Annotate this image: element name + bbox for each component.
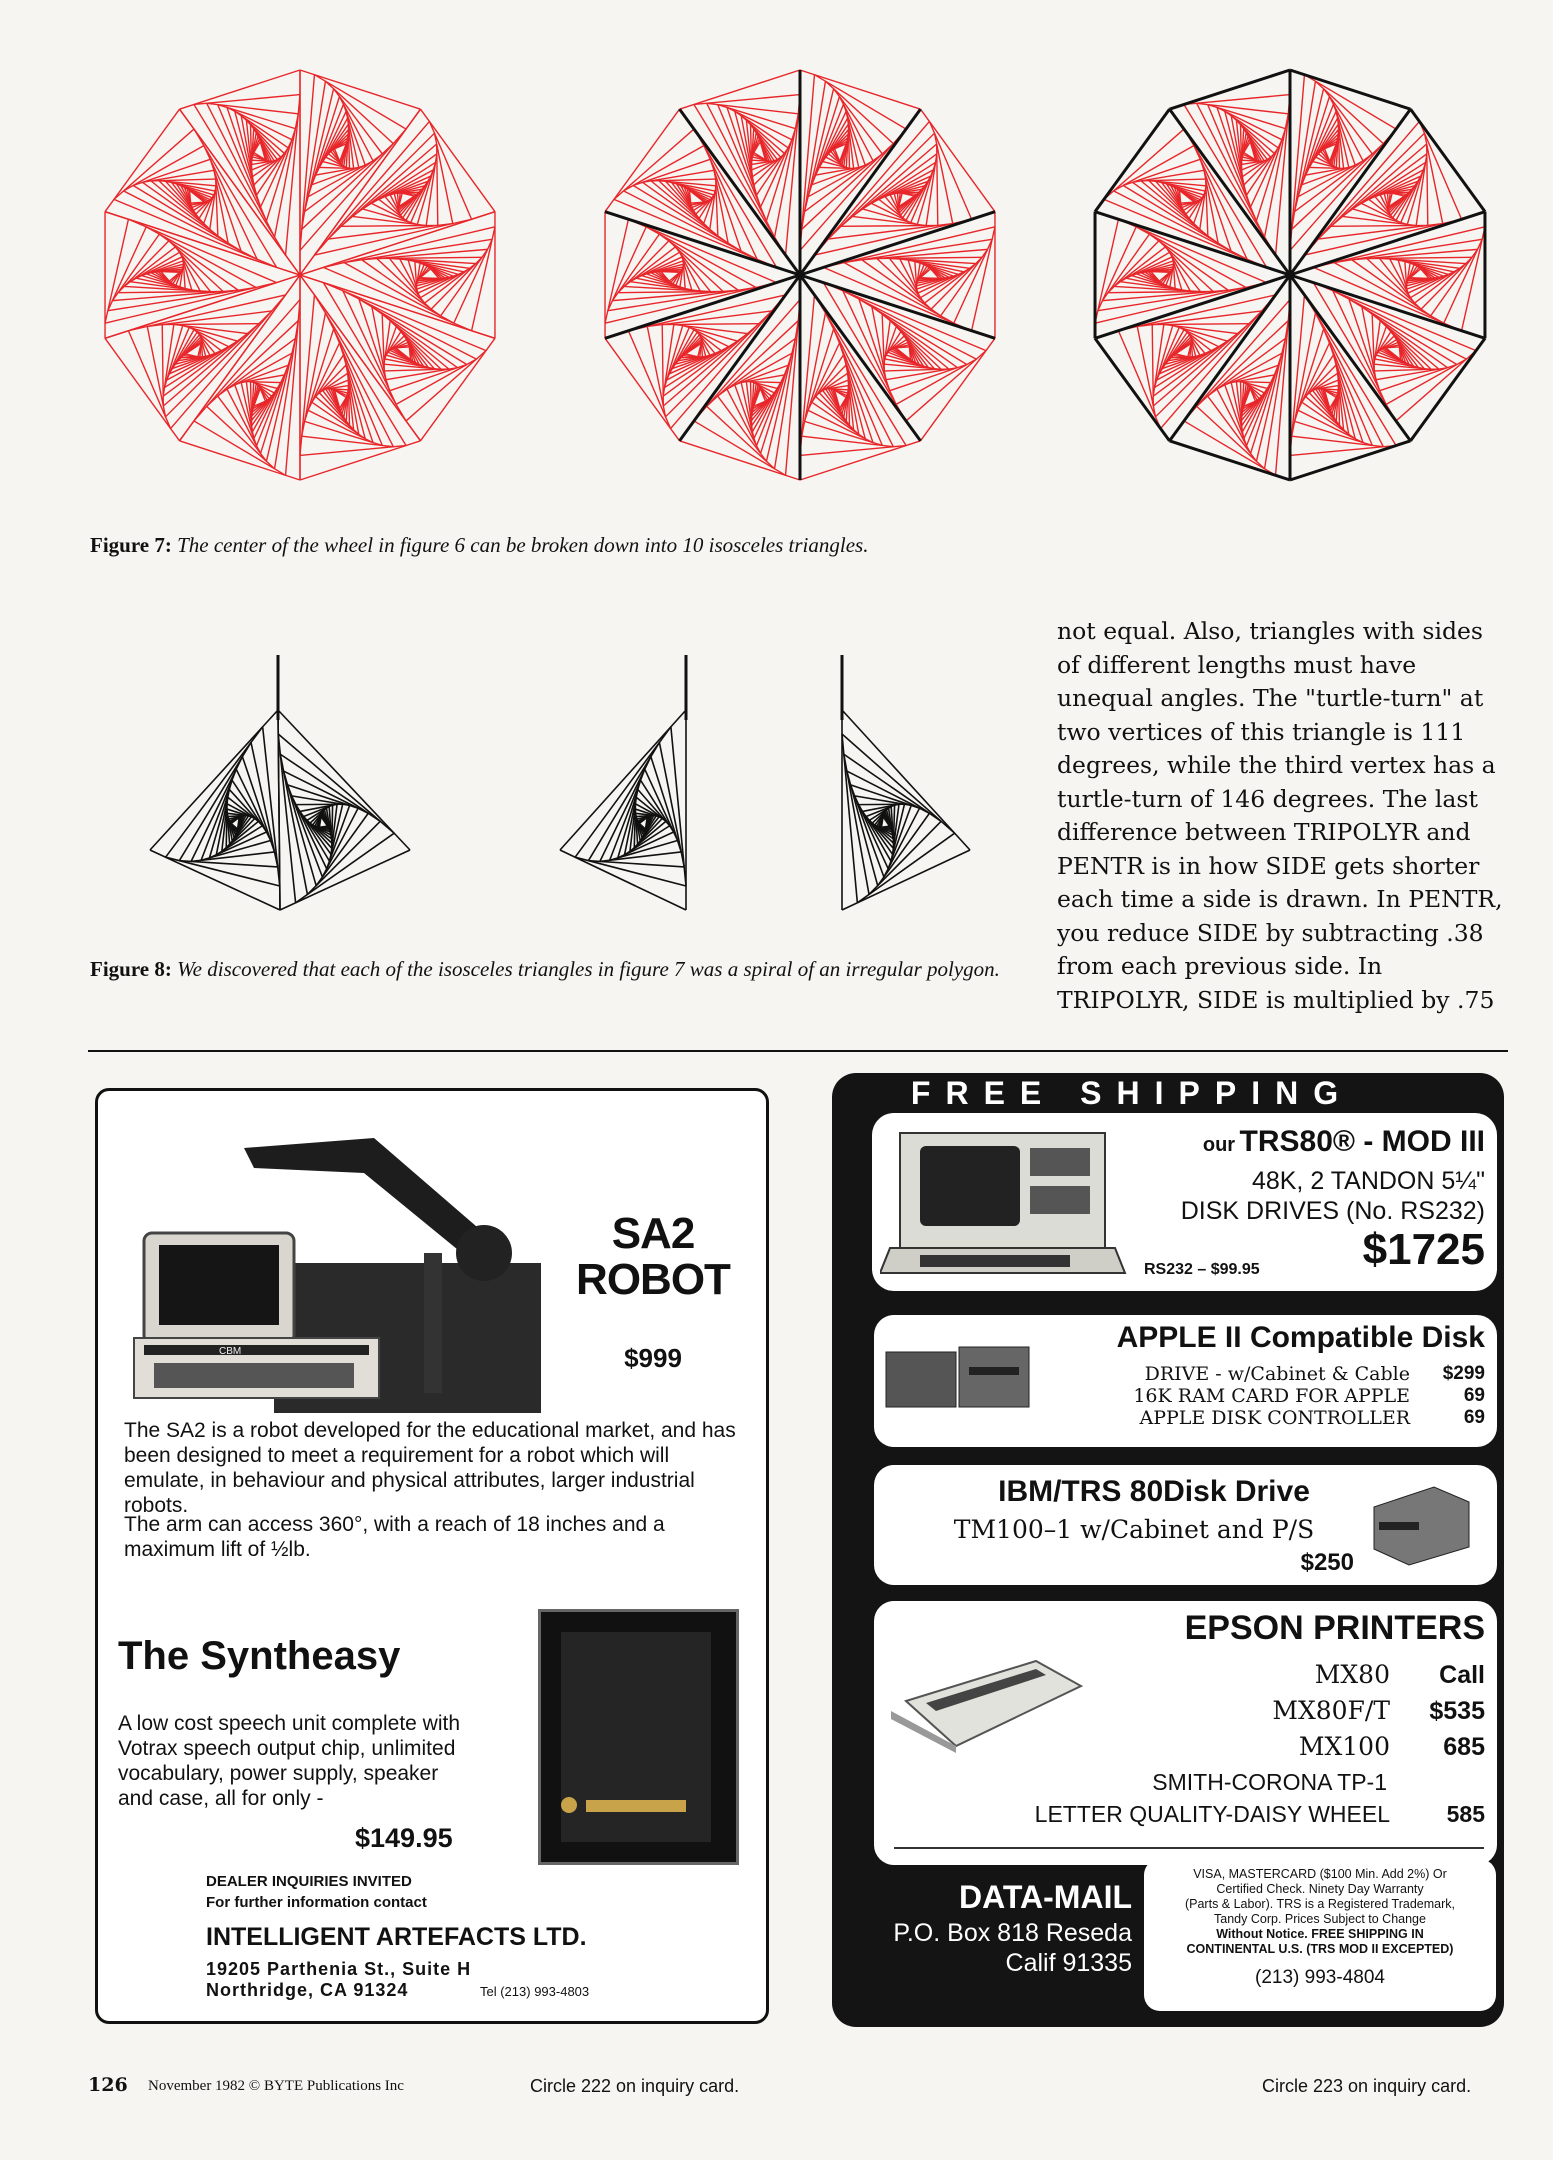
smith-corona-row xyxy=(974,1801,1485,1828)
apple-item-price: 69 xyxy=(1463,1385,1485,1406)
spiral-stroke xyxy=(300,441,420,480)
article-line: you reduce SIDE by subtracting .38 xyxy=(1057,918,1484,947)
trs80-heading xyxy=(1132,1125,1485,1159)
trs80-spec-2: DISK DRIVES (No. RS232) xyxy=(1180,1197,1485,1225)
article-line: difference between TRIPOLYR and xyxy=(1057,818,1471,846)
spiral-stroke xyxy=(661,272,680,273)
spiral-stroke xyxy=(680,441,800,480)
spiral-stroke xyxy=(300,70,420,109)
polygon-edge xyxy=(1170,70,1290,109)
circle-222: Circle 222 on inquiry card. xyxy=(530,2076,740,2096)
apple-box xyxy=(874,1315,1497,1447)
ibm-drive-art xyxy=(1364,1477,1474,1567)
spiral-stroke xyxy=(191,202,205,203)
robot-title xyxy=(568,1211,738,1303)
epson-price: Call xyxy=(1439,1661,1485,1689)
article-line: not equal. Also, triangles with sides xyxy=(1057,617,1483,645)
robot-photo xyxy=(124,1113,541,1413)
company-address-2: Northridge, CA 91324 xyxy=(206,1980,409,2000)
datamail-address-2: Calif 91335 xyxy=(1005,1949,1132,1977)
spiral-stroke xyxy=(319,826,327,827)
trs80-box xyxy=(872,1113,1497,1291)
terms-line: Certified Check. Ninety Day Warranty xyxy=(1216,1882,1424,1896)
polygon-edge xyxy=(1290,441,1410,480)
spiral-stroke xyxy=(896,347,910,348)
article-line: TRIPOLYR, SIDE is multiplied by .75 xyxy=(1057,985,1495,1014)
spiral-triangle-2 xyxy=(560,655,686,910)
smith-corona-price: 585 xyxy=(1446,1801,1485,1827)
speech-unit-photo xyxy=(538,1609,739,1865)
epson-model: MX100 xyxy=(1298,1732,1390,1761)
trs80-spec-1: 48K, 2 TANDON 5¼" xyxy=(1251,1167,1485,1195)
datamail-address-1: P.O. Box 818 Reseda xyxy=(893,1919,1132,1947)
spiral-stroke xyxy=(420,278,439,279)
figure8-caption xyxy=(90,954,1030,985)
section-divider xyxy=(88,1050,1508,1052)
robot-title-line1: SA2 xyxy=(611,1209,695,1258)
spiral-stroke xyxy=(920,278,939,279)
spiral-stroke xyxy=(396,347,410,348)
apple-item-price: 69 xyxy=(1463,1407,1485,1428)
trs80-our: our xyxy=(1202,1134,1236,1156)
terms-line: (Parts & Labor). TRS is a Registered Trademark, xyxy=(1184,1897,1455,1911)
speech-title: The Syntheasy xyxy=(118,1634,401,1678)
epson-title: EPSON PRINTERS xyxy=(1184,1609,1485,1647)
figure8-drawings xyxy=(130,640,1030,930)
robot-photo-art xyxy=(124,1113,541,1413)
computer-brand: CBM xyxy=(219,1346,242,1357)
spiral-stroke xyxy=(920,338,994,441)
article-line: each time a side is drawn. In PENTR, xyxy=(1057,885,1503,913)
terms-line: VISA, MASTERCARD ($100 Min. Add 2%) Or xyxy=(1193,1867,1447,1881)
wheel-3 xyxy=(1095,70,1485,480)
terms-box xyxy=(1144,1859,1496,2011)
speech-unit-label xyxy=(586,1800,686,1812)
terms-text xyxy=(1150,1867,1490,1957)
figure7-caption xyxy=(90,530,1190,561)
robot-description: The SA2 is a robot developed for the educational market, and has been designed to meet a requirement for a robot which will emulate, in behaviour and physical attributes, larger industrial robots. xyxy=(124,1419,736,1517)
epson-model: MX80 xyxy=(1314,1660,1390,1689)
terms-line: CONTINENTAL U.S. (TRS MOD II EXCEPTED) xyxy=(1186,1942,1454,1956)
spiral-stroke xyxy=(105,338,179,441)
apple-item-price: $299 xyxy=(1442,1363,1485,1384)
speech-unit-knob xyxy=(561,1797,577,1813)
spiral-stroke xyxy=(605,109,679,212)
spiral-stroke xyxy=(605,338,679,441)
epson-model: MX80F/T xyxy=(1272,1696,1390,1725)
robot-price: $999 xyxy=(624,1343,682,1373)
trs80-price: $1725 xyxy=(1362,1225,1485,1274)
polygon-edge xyxy=(1095,109,1169,212)
apple-drive-art xyxy=(884,1337,1034,1417)
figure7-text: The center of the wheel in figure 6 can be broken down into 10 isosceles triangles. xyxy=(177,533,869,557)
spiral-stroke xyxy=(1181,202,1195,203)
spiral-stroke xyxy=(1386,347,1400,348)
datamail-name: DATA-MAIL xyxy=(959,1879,1132,1915)
article-line: turtle-turn of 146 degrees. The last xyxy=(1057,784,1478,813)
data-mail-ad xyxy=(832,1073,1504,2027)
ibm-box xyxy=(874,1465,1497,1585)
spiral-stroke xyxy=(180,441,300,480)
smith-corona-line1: SMITH-CORONA TP-1 xyxy=(1152,1769,1387,1795)
article-line: unequal angles. The "turtle-turn" at xyxy=(1057,684,1484,712)
robot-title-line2: ROBOT xyxy=(576,1255,730,1304)
article-line: two vertices of this triangle is 111 xyxy=(1057,717,1466,746)
dealer-inquiries: DEALER INQUIRIES INVITED xyxy=(206,1873,412,1890)
terms-line: Tandy Corp. Prices Subject to Change xyxy=(1214,1912,1426,1926)
ibm-price: $250 xyxy=(1300,1549,1354,1576)
spiral-stroke xyxy=(800,441,920,480)
polygon-edge xyxy=(1410,109,1484,212)
spiral-stroke xyxy=(1151,272,1170,273)
free-shipping-banner: FREE SHIPPING xyxy=(910,1075,1354,1111)
trs80-title: TRS80® - MOD III xyxy=(1239,1125,1485,1158)
epson-printer-art xyxy=(886,1641,1086,1771)
wheel-2 xyxy=(605,70,995,480)
page-number: 126 xyxy=(88,2074,128,2096)
ibm-spec: TM100–1 w/Cabinet and P/S xyxy=(953,1515,1315,1544)
company-address-1: 19205 Parthenia St., Suite H xyxy=(206,1959,472,1979)
figure8-text: We discovered that each of the isosceles triangles in figure 7 was a spiral of an irregular polygon. xyxy=(177,957,1000,981)
epson-divider xyxy=(894,1847,1484,1849)
spiral-stroke xyxy=(800,70,920,109)
polygon-edge xyxy=(1290,70,1410,109)
epson-list xyxy=(1114,1657,1485,1765)
spiral-stroke xyxy=(161,272,180,273)
polygon-edge xyxy=(1410,338,1484,441)
epson-box xyxy=(874,1601,1497,1865)
spiral-stroke xyxy=(105,109,179,212)
speech-description: A low cost speech unit complete with Votrax speech output chip, unlimited vocabulary, power supply, speaker and case, all for only - xyxy=(118,1712,461,1810)
spiral-stroke xyxy=(180,70,300,109)
apple-drive-photo xyxy=(884,1337,1034,1417)
epson-price: $535 xyxy=(1429,1697,1485,1725)
terms-line: Without Notice. FREE SHIPPING IN xyxy=(1216,1927,1424,1941)
trs80-art xyxy=(880,1118,1130,1278)
article-line: from each previous side. In xyxy=(1057,952,1383,980)
spiral-triangle-3 xyxy=(842,655,970,910)
spiral-stroke xyxy=(920,109,994,212)
issue-line: November 1982 © BYTE Publications Inc xyxy=(148,2078,404,2094)
smith-corona-line2: LETTER QUALITY-DAISY WHEEL xyxy=(1034,1801,1390,1827)
spiral-stroke xyxy=(881,826,889,827)
circle-223: Circle 223 on inquiry card. xyxy=(1262,2076,1472,2096)
apple-item-name: DRIVE - w/Cabinet & Cable xyxy=(1144,1363,1410,1385)
figure7-label: Figure 7: xyxy=(90,533,172,557)
datamail-phone: (213) 993-4804 xyxy=(1255,1967,1385,1988)
spiral-triangle-1 xyxy=(150,655,410,910)
trs80-rs232: RS232 – $99.95 xyxy=(1144,1261,1260,1278)
spiral-stroke xyxy=(420,109,494,212)
apple-item-name: APPLE DISK CONTROLLER xyxy=(1139,1407,1410,1429)
apple-item xyxy=(1039,1363,1485,1429)
apple-item-name: 16K RAM CARD FOR APPLE xyxy=(1133,1385,1410,1407)
polygon-edge xyxy=(1095,338,1169,441)
figure7-drawings xyxy=(80,50,1520,510)
spiral-stroke xyxy=(680,70,800,109)
trs80-photo xyxy=(880,1118,1130,1278)
epson-price: 685 xyxy=(1443,1733,1485,1761)
article-line: PENTR is in how SIDE gets shorter xyxy=(1057,851,1480,880)
robot-arm-spec: The arm can access 360°, with a reach of 18 inches and a maximum lift of ½lb. xyxy=(124,1513,665,1561)
ibm-title: IBM/TRS 80Disk Drive xyxy=(998,1475,1310,1508)
company-phone: Tel (213) 993-4803 xyxy=(480,1984,590,1999)
speech-price: $149.95 xyxy=(355,1823,453,1853)
article-line: of different lengths must have xyxy=(1057,650,1417,679)
spiral-stroke xyxy=(1410,278,1429,279)
article-line: degrees, while the third vertex has a xyxy=(1057,751,1496,779)
ibm-drive-photo xyxy=(1364,1477,1474,1567)
spiral-stroke xyxy=(691,202,705,203)
epson-printer-photo xyxy=(886,1641,1086,1771)
further-information: For further information contact xyxy=(206,1894,427,1911)
intelligent-artefacts-ad xyxy=(95,1088,769,2024)
spiral-stroke xyxy=(420,338,494,441)
article-column xyxy=(1057,615,1507,1017)
polygon-edge xyxy=(1170,441,1290,480)
company-name: INTELLIGENT ARTEFACTS LTD. xyxy=(206,1923,587,1951)
wheel-1 xyxy=(105,70,495,480)
apple-title: APPLE II Compatible Disk xyxy=(1116,1321,1485,1354)
figure8-label: Figure 8: xyxy=(90,957,172,981)
